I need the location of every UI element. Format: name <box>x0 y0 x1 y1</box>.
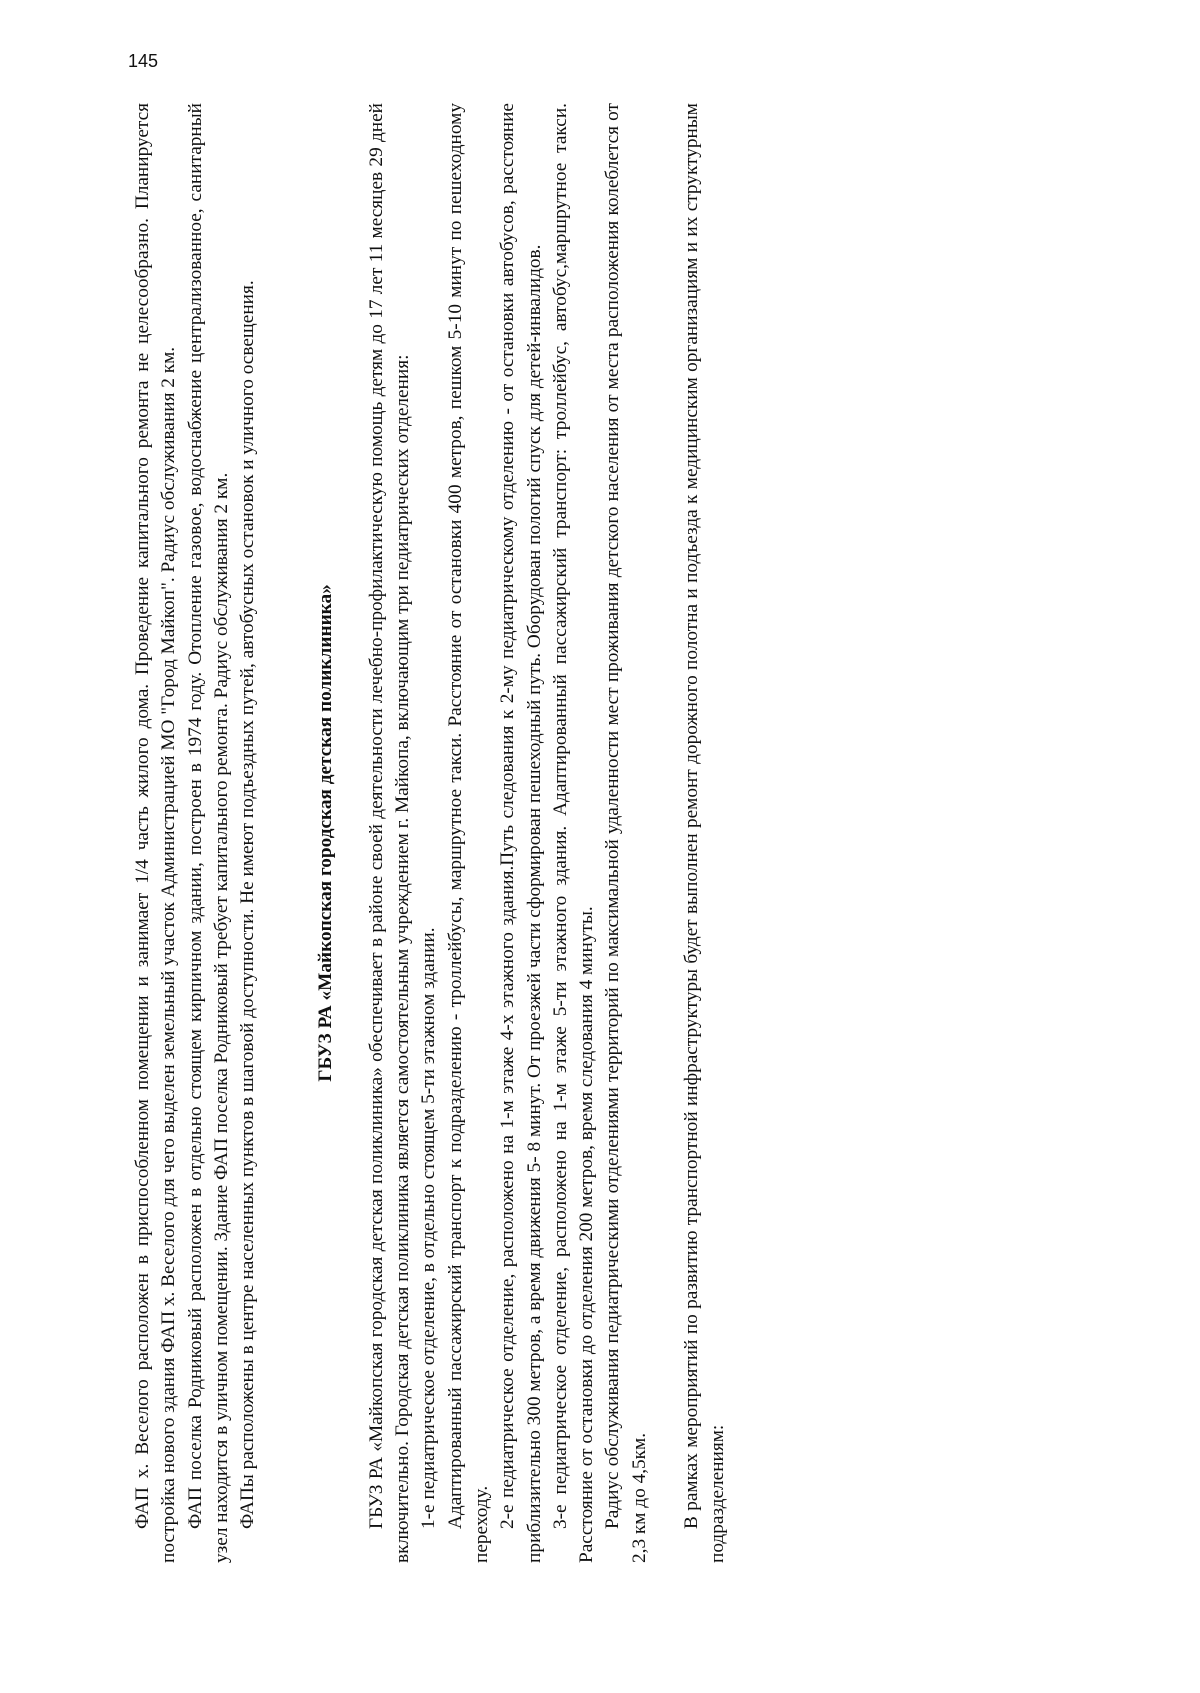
spacer <box>340 103 364 1563</box>
rotated-text-block <box>127 51 1010 1563</box>
paragraph-fap-veselogo: ФАП х. Веселого расположен в приспособленном помещении и занимает 1/4 часть жилого дома. Проведение капитального ремонта не целесообразно. Планируется постройка нового здания ФАП х. Веселого для чего выделен земельный участок Администрацией МО "Город Майкоп". Радиус обслуживания 2 км. <box>132 103 180 1563</box>
paragraph-department-1: 1-е педиатрическое отделение, в отдельно стоящем 5-ти этажном здании. <box>418 927 440 1529</box>
page-number: 145 <box>127 51 159 71</box>
section-heading: ГБУЗ РА «Майкопская городская детская поликлиника» <box>315 584 337 1082</box>
spacer <box>261 103 313 1563</box>
paragraph-infrastructure: В рамках мероприятий по развитию транспортной инфраструктуры будет выполнен ремонт дорожного полотна и подъезда к медицинским организациям и их структурным подразделениям: <box>681 103 729 1563</box>
paragraph-fap-rodnikovyi: ФАП поселка Родниковый расположен в отдельно стоящем кирпичном здании, построен в 1974 году. Отопление газовое, водоснабжение централизованное, санитарный узел находится в уличном помещении. Здание ФАП поселка Родниковый требует капитального ремонта. Радиус обслуживания 2 км. <box>184 103 232 1563</box>
paragraph-department-3: 3-е педиатрическое отделение, расположено на 1-м этаже 5-ти этажного здания. Адаптированный пассажирский транспорт: троллейбус, автобус,маршрутное такси. Расстояние от остановки до отделения 200 метров, время следования 4 минуты. <box>549 103 598 1563</box>
paragraph-faps-location: ФАПы расположены в центре населенных пунктов в шаговой доступности. Не имеют подъездных путей, автобусных остановок и уличного освещения. <box>237 280 259 1529</box>
spacer <box>653 103 679 1563</box>
paragraph-department-2: 2-е педиатрическое отделение, расположено на 1-м этаже 4-х этажного здания.Путь следования к 2-му педиатрическому отделению - от остановки автобусов, расстояние приблизительно 300 метров, а время движения 5- 8 минут. От проезжей части сформирован пешеходный путь. Оборудован пологий спуск для детей-инвалидов. <box>497 103 545 1563</box>
paragraph-service-radius: Радиус обслуживания педиатрическими отделениями территорий по максимальной удаленности мест проживания детского населения от места расположения колеблется от 2,3 км до 4,5км. <box>602 103 650 1563</box>
paragraph-polyclinic-intro: ГБУЗ РА «Майкопская городская детская поликлиника» обеспечивает в районе своей деятельности лечебно-профилактическую помощь детям до 17 лет 11 месяцев 29 дней включительно. Городская детская поликлиника является самостоятельным учреждением г. Майкопа, включающим три педиатрических отделения: <box>365 103 414 1563</box>
paragraph-transport-1: Адаптированный пассажирский транспорт к подразделению - троллейбусы, маршрутное такси. Расстояние от остановки 400 метров, пешком 5-10 минут по пешеходному переходу. <box>444 103 492 1563</box>
